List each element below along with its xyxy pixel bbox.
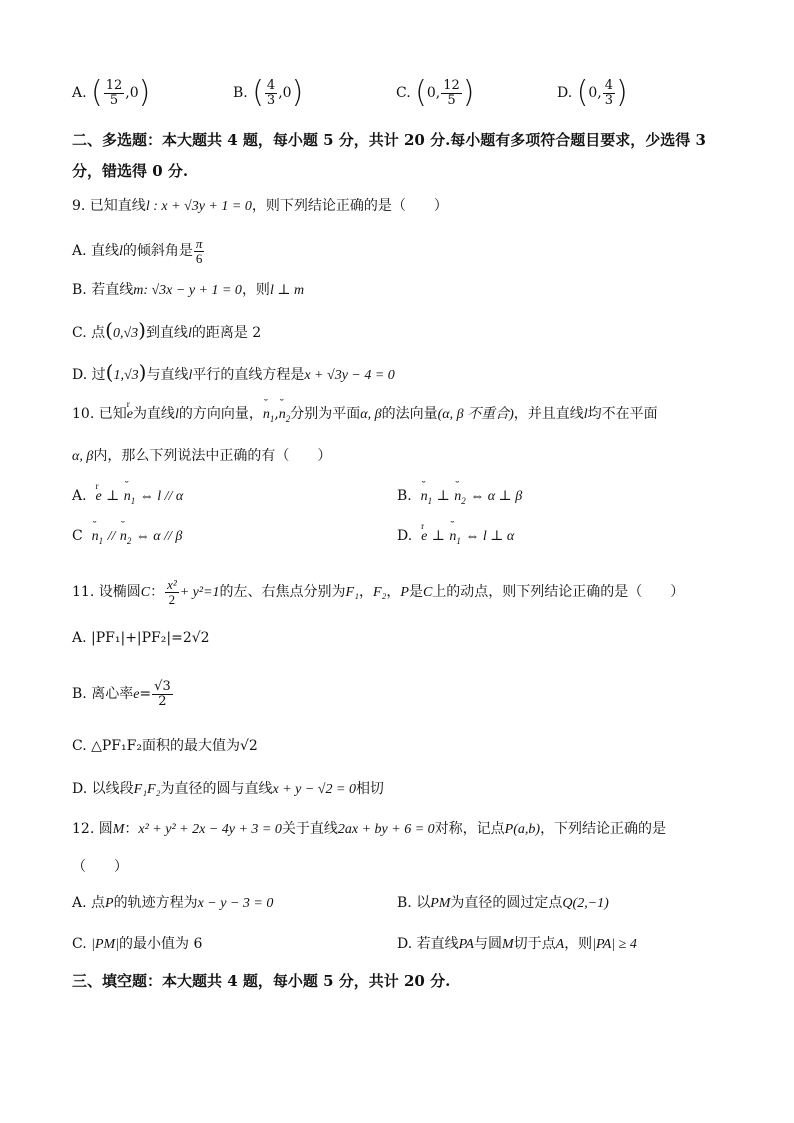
- q10-stem-cont: [72, 446, 331, 467]
- q12-stem: [72, 819, 666, 840]
- fraction-denominator: 5: [447, 92, 456, 108]
- q10-stem-text: 的法向量: [381, 406, 438, 422]
- fraction-numerator: π: [195, 235, 203, 251]
- eccentricity-symbol: e: [133, 687, 140, 702]
- option-label: D.: [557, 85, 573, 101]
- q11-stem-text: 上的动点，则下列结论正确的是（ ）: [432, 584, 685, 600]
- option-text: ，则: [564, 936, 593, 952]
- vector-n1: ˘ $n_1$: [124, 487, 136, 511]
- option-text: C.: [72, 936, 87, 952]
- option-text: 为直径的圆过定点: [450, 895, 563, 911]
- fraction-numerator: 4: [266, 77, 276, 93]
- q9-option-d: D. 过(1,√3)与直线l平行的直线方程是x + √3y − 4 = 0: [72, 360, 395, 384]
- fraction-numerator: 4: [604, 77, 613, 93]
- q11-stem: [72, 574, 684, 611]
- option-label: A.: [72, 488, 87, 504]
- separator: ，: [386, 584, 401, 600]
- option-text: ，则: [241, 282, 270, 298]
- segment-pm-abs: |PM|: [91, 937, 120, 952]
- q12-stem-text: 12. 圆: [72, 821, 113, 837]
- q10-stem-text: 均不在平面: [587, 406, 658, 422]
- vector-n1: ˘ $n_1$: [421, 487, 433, 511]
- fraction-numerator: 12: [443, 77, 460, 93]
- point-p: P: [400, 585, 409, 600]
- equals: =: [139, 686, 152, 702]
- circle-equation: x² + y² + 2x − 4y + 3 = 0: [138, 822, 282, 837]
- q10-stem-text: 分别为平面: [290, 406, 361, 422]
- option-text: 到直线: [145, 325, 188, 341]
- option-equation: m: √3x − y + 1 = 0: [133, 283, 242, 298]
- q9-stem-text: 9. 已知直线: [72, 198, 146, 214]
- option-label: B.: [233, 85, 248, 101]
- q12-stem-text: 关于直线: [281, 821, 338, 837]
- option-text: 为直径的圆与直线: [160, 781, 273, 797]
- option-text: 相切: [355, 781, 384, 797]
- option-value: √2: [239, 738, 258, 754]
- option-equation: x + √3y − 4 = 0: [304, 368, 395, 383]
- section-2-heading: 二、多选题：本大题共 4 题，每小题 5 分，共计 20 分.每小题有多项符合题目要求，少选得 3: [72, 131, 706, 149]
- segment-pm: PM: [430, 896, 451, 911]
- q11-option-a: A. |PF₁|+|PF₂|=2√2: [72, 630, 210, 646]
- q10-option-d: [397, 526, 514, 551]
- fraction-denominator: 5: [109, 92, 119, 108]
- option-rest: ⇔ l ⊥ α: [465, 529, 515, 544]
- option-text: 的倾斜角是: [122, 243, 193, 259]
- separator: ，: [358, 584, 373, 600]
- q8-option-c: C. (0, $\frac{12}{5}$ ): [396, 75, 475, 110]
- fraction-numerator: √3: [154, 678, 171, 694]
- option-relation: ⊥: [436, 488, 450, 504]
- circle-symbol: M: [112, 822, 125, 837]
- line-pa: PA: [458, 937, 474, 952]
- planes-symbol: α, β: [72, 449, 94, 464]
- option-equation: x − y − 3 = 0: [197, 896, 274, 911]
- option-relation: l ⊥ m: [269, 283, 305, 298]
- q9-stem-tail: ，则下列结论正确的是（ ）: [251, 198, 448, 214]
- option-text: 的轨迹方程为: [113, 895, 198, 911]
- option-text: D. 以线段: [72, 781, 134, 797]
- option-relation: ⊥: [106, 488, 120, 504]
- option-text: B. 离心率: [72, 686, 134, 702]
- q10-stem-text: 为直线: [132, 406, 175, 422]
- q8-option-d: D. (0, $\frac{4}{3}$ ): [557, 75, 628, 110]
- option-text: 的距离是 2: [191, 325, 262, 341]
- circle-symbol: M: [501, 937, 514, 952]
- option-relation: //: [107, 529, 116, 544]
- q11-option-b: [72, 676, 174, 713]
- q12-option-c: [72, 934, 202, 955]
- ellipse-symbol: C: [422, 585, 433, 600]
- q10-stem-text: 内，那么下列说法中正确的有（ ）: [93, 448, 332, 464]
- fraction-denominator: 6: [195, 250, 203, 266]
- q12-stem-text: ，下列结论正确的是: [540, 821, 667, 837]
- option-label: C: [72, 528, 83, 544]
- q10-stem-text: 10. 已知: [72, 406, 127, 422]
- option-text: 切于点: [513, 936, 556, 952]
- option-text: 与圆: [473, 936, 502, 952]
- fraction-denominator: 2: [168, 591, 176, 607]
- option-inequality: |PA| ≥ 4: [592, 937, 637, 952]
- planes-symbol: α, β: [360, 407, 382, 422]
- line-symbol: l: [187, 326, 192, 341]
- ellipse-symbol: C: [140, 585, 151, 600]
- q12-option-d: [397, 934, 637, 955]
- option-rest: ,0: [278, 85, 292, 101]
- q11-option-d: [72, 779, 384, 800]
- vector-e: r e: [421, 527, 427, 547]
- q11-equation: + y²=1: [179, 585, 220, 600]
- option-text: C. 点: [72, 325, 106, 341]
- q10-option-a: [72, 486, 183, 511]
- option-rest: ,0: [125, 85, 139, 101]
- option-equation: x + y − √2 = 0: [272, 782, 356, 797]
- q12-stem-paren: （ ）: [72, 859, 128, 875]
- option-rest: ⇔ l // α: [139, 489, 184, 504]
- line-equation: 2ax + by + 6 = 0: [337, 822, 435, 837]
- point-coords: 0,√3: [112, 326, 139, 341]
- vector-n2: ˘ $n_2$: [279, 405, 291, 429]
- q12-option-b: [397, 893, 609, 914]
- vector-e: r e: [95, 487, 101, 507]
- point-p: P: [105, 896, 114, 911]
- focus-f1: F₁: [345, 585, 359, 600]
- line-symbol: l: [188, 368, 193, 383]
- vector-n1: ˘ $n_1$: [263, 405, 275, 429]
- point-p: P(a,b): [504, 822, 541, 837]
- option-text: D. 过: [72, 367, 106, 383]
- q11-stem-text: 11. 设椭圆: [72, 584, 141, 600]
- q12-option-a: [72, 893, 273, 914]
- option-text: B. 以: [397, 895, 431, 911]
- option-prefix: 0,: [588, 85, 602, 101]
- q12-stem-text: ：: [124, 821, 139, 837]
- fraction-numerator: x²: [167, 576, 177, 592]
- point-coords: 1,√3: [113, 368, 139, 383]
- fraction-denominator: 2: [158, 693, 167, 709]
- q9-equation: l : x + √3y + 1 = 0: [145, 199, 252, 214]
- option-text: A. 点: [72, 895, 106, 911]
- q10-option-c: [72, 526, 182, 551]
- line-symbol: l: [583, 407, 588, 422]
- segment-f1f2: F₁F₂: [133, 782, 161, 797]
- q8-option-a: A. ( $\frac{12}{5}$ ,0): [72, 75, 151, 110]
- q11-stem-text: ：: [150, 584, 165, 600]
- vector-n1: ˘ $n_1$: [449, 527, 461, 551]
- option-rest: ⇔ α ⊥ β: [470, 489, 523, 504]
- q10-stem-text: 的方向向量，: [178, 406, 263, 422]
- option-label: C.: [396, 85, 411, 101]
- option-prefix: 0,: [426, 85, 441, 101]
- section-2-heading-cont: 分，错选得 0 分.: [72, 162, 189, 180]
- line-symbol: l: [174, 407, 179, 422]
- q9-option-c: C. 点(0,√3)到直线l的距离是 2: [72, 318, 262, 342]
- q12-stem-text: 对称，记点: [434, 821, 505, 837]
- fraction-numerator: 12: [105, 77, 123, 93]
- vector-n2: ˘ $n_2$: [120, 527, 132, 551]
- q11-option-c: [72, 736, 258, 756]
- option-label: D.: [397, 528, 413, 544]
- vector-n2: ˘ $n_2$: [454, 487, 466, 511]
- option-rest: ⇔ α // β: [135, 529, 183, 544]
- q9-option-b: [72, 280, 304, 301]
- option-text: A. 直线: [72, 243, 120, 259]
- q10-option-b: [397, 486, 522, 511]
- q8-option-b: B. ( $\frac{4}{3}$ ,0): [233, 75, 304, 110]
- section-3-heading: 三、填空题：本大题共 4 题，每小题 5 分，共计 20 分.: [72, 972, 451, 990]
- option-text: 平行的直线方程是: [192, 367, 305, 383]
- vector-n1: ˘ $n_1$: [92, 527, 104, 551]
- option-label: A.: [72, 85, 87, 101]
- option-relation: ⊥: [431, 528, 445, 544]
- q11-stem-text: 的左、右焦点分别为: [219, 584, 346, 600]
- option-text: 与直线: [146, 367, 189, 383]
- option-text: 的最小值为 6: [119, 936, 203, 952]
- focus-f2: F₂: [372, 585, 387, 600]
- line-symbol: l: [119, 244, 123, 259]
- fraction-denominator: 3: [604, 92, 613, 108]
- option-text: D. 若直线: [397, 936, 459, 952]
- point-a: A: [555, 937, 565, 952]
- q10-paren-note: (α, β 不重合): [437, 407, 514, 422]
- q9-option-a: [72, 234, 205, 269]
- q9-stem: [72, 196, 448, 217]
- q10-stem-text: ，并且直线: [513, 406, 584, 422]
- option-label: B.: [397, 488, 412, 504]
- option-text: B. 若直线: [72, 282, 134, 298]
- point-q: Q(2,−1): [562, 896, 609, 911]
- q11-stem-text: 是: [408, 584, 423, 600]
- option-text: C. △PF₁F₂面积的最大值为: [72, 738, 240, 754]
- fraction-denominator: 3: [266, 92, 276, 108]
- vector-e: r e: [127, 405, 133, 425]
- q10-stem: 10. 已知r e为直线l的方向向量，˘ $n_1,˘$ $n_2$分别为平面α, β的法向量(α, β 不重合)，并且直线l均不在平面: [72, 404, 658, 429]
